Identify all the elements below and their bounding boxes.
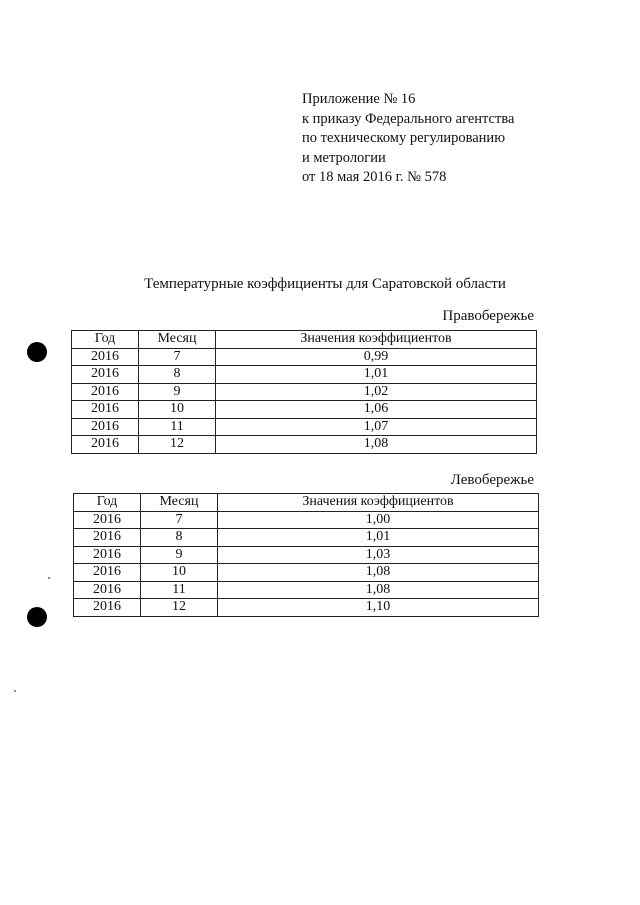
cell-year: 2016 (72, 348, 139, 366)
cell-value: 1,00 (218, 511, 539, 529)
cell-month: 12 (141, 599, 218, 617)
cell-month: 10 (139, 401, 216, 419)
header-line: и метрологии (302, 149, 386, 166)
header-line: Приложение № 16 (302, 91, 416, 107)
cell-month: 11 (139, 418, 216, 436)
table-row (74, 546, 539, 564)
cell-value: 1,01 (216, 366, 537, 384)
cell-year: 2016 (74, 511, 141, 529)
cell-value: 1,08 (218, 564, 539, 582)
table-row (72, 383, 537, 401)
cell-value: 1,06 (216, 401, 537, 419)
table-row (72, 418, 537, 436)
cell-year: 2016 (72, 418, 139, 436)
cell-month: 9 (141, 546, 218, 564)
cell-year: 2016 (74, 546, 141, 564)
punch-hole (27, 607, 47, 627)
cell-value: 1,08 (216, 436, 537, 454)
table-row (74, 529, 539, 547)
table-row (72, 366, 537, 384)
cell-year: 2016 (74, 564, 141, 582)
section-label-left-bank: Левобережье (450, 472, 534, 488)
appendix-header (302, 90, 514, 188)
cell-year: 2016 (74, 599, 141, 617)
header-line: к приказу Федерального агентства (302, 110, 515, 127)
cell-value: 1,01 (218, 529, 539, 547)
table-row (74, 599, 539, 617)
cell-month: 11 (141, 581, 218, 599)
coefficients-table-left-bank (73, 493, 539, 617)
cell-year: 2016 (72, 436, 139, 454)
cell-month: 8 (139, 366, 216, 384)
column-header-month: Месяц (141, 494, 218, 512)
scan-speck (14, 690, 16, 692)
scan-speck (48, 577, 50, 579)
document-title: Температурные коэффициенты для Саратовской области (144, 276, 506, 292)
cell-month: 7 (141, 511, 218, 529)
cell-year: 2016 (72, 383, 139, 401)
table-row (74, 581, 539, 599)
header-line: по техническому регулированию (302, 130, 506, 146)
cell-month: 10 (141, 564, 218, 582)
table-header-row (72, 331, 537, 349)
column-header-values: Значения коэффициентов (216, 331, 537, 349)
table-header-row (74, 494, 539, 512)
table-row (72, 401, 537, 419)
column-header-values: Значения коэффициентов (218, 494, 539, 512)
cell-month: 9 (139, 383, 216, 401)
cell-year: 2016 (74, 529, 141, 547)
cell-year: 2016 (72, 401, 139, 419)
cell-value: 1,03 (218, 546, 539, 564)
cell-month: 7 (139, 348, 216, 366)
cell-month: 8 (141, 529, 218, 547)
table-row (74, 511, 539, 529)
section-label-right-bank: Правобережье (442, 308, 534, 324)
cell-year: 2016 (74, 581, 141, 599)
column-header-year: Год (74, 494, 141, 512)
table-row (72, 348, 537, 366)
header-line: от 18 мая 2016 г. № 578 (302, 169, 447, 185)
coefficients-table-right-bank (71, 330, 537, 454)
cell-value: 1,02 (216, 383, 537, 401)
cell-year: 2016 (72, 366, 139, 384)
column-header-month: Месяц (139, 331, 216, 349)
cell-month: 12 (139, 436, 216, 454)
cell-value: 1,10 (218, 599, 539, 617)
table-row (74, 564, 539, 582)
column-header-year: Год (72, 331, 139, 349)
cell-value: 1,07 (216, 418, 537, 436)
cell-value: 0,99 (216, 348, 537, 366)
table-row (72, 436, 537, 454)
punch-hole (27, 342, 47, 362)
cell-value: 1,08 (218, 581, 539, 599)
